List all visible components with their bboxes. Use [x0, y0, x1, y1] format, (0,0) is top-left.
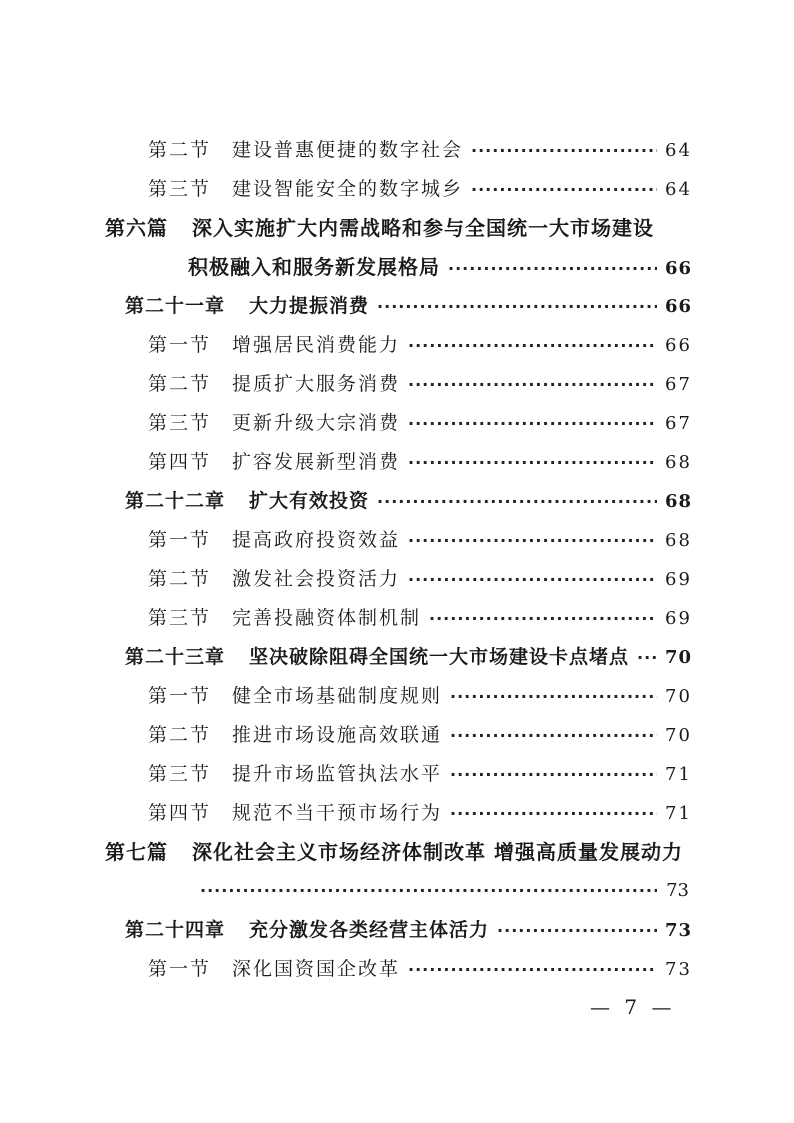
toc-entry-part-continued[interactable]	[200, 875, 689, 907]
page-number: 71	[665, 764, 692, 785]
page-number: 69	[665, 608, 692, 629]
section-title: 深化国资国企改革	[232, 958, 401, 980]
section-number: 第四节	[148, 802, 212, 824]
toc-entry-section[interactable]	[148, 797, 692, 829]
dot-leader	[408, 408, 657, 440]
toc-entry-section[interactable]	[148, 953, 692, 985]
page-number: 73	[665, 959, 692, 980]
toc-entry-section[interactable]	[148, 719, 692, 751]
chapter-number: 第二十一章	[125, 295, 226, 317]
part-title: 深入实施扩大内需战略和参与全国统一大市场建设	[192, 216, 654, 240]
page-number: 64	[665, 179, 692, 200]
toc-entry-section[interactable]	[148, 446, 692, 478]
page-number: 68	[665, 530, 692, 551]
section-number: 第三节	[148, 178, 212, 200]
toc-entry-section[interactable]	[148, 407, 692, 439]
dot-leader	[429, 603, 657, 635]
chapter-number: 第二十二章	[125, 490, 226, 512]
section-number: 第一节	[148, 685, 212, 707]
part-title-continued: 积极融入和服务新发展格局	[188, 255, 440, 279]
toc-entry-part[interactable]	[105, 212, 689, 244]
dot-leader	[448, 253, 657, 285]
page-number: 70	[665, 686, 692, 707]
page-number: 64	[665, 140, 692, 161]
dot-leader	[408, 564, 657, 596]
toc-entry-section[interactable]	[148, 134, 692, 166]
dot-leader	[408, 954, 657, 986]
toc-entry-section[interactable]	[148, 329, 692, 361]
toc-entry-section[interactable]	[148, 563, 692, 595]
page-number: 67	[665, 374, 692, 395]
chapter-title: 坚决破除阻碍全国统一大市场建设卡点堵点	[249, 646, 630, 668]
page-number: 73	[666, 880, 689, 901]
toc-entry-section[interactable]	[148, 524, 692, 556]
page-number: 70	[665, 647, 693, 668]
dot-leader	[497, 915, 657, 947]
dot-leader	[408, 447, 657, 479]
page-number: 70	[665, 725, 692, 746]
chapter-number: 第二十四章	[125, 919, 226, 941]
toc-entry-part-continued[interactable]	[188, 251, 693, 283]
toc-entry-section[interactable]	[148, 602, 692, 634]
section-title: 规范不当干预市场行为	[232, 802, 443, 824]
section-number: 第二节	[148, 568, 212, 590]
section-number: 第二节	[148, 373, 212, 395]
part-number: 第六篇	[105, 216, 168, 240]
toc-entry-chapter[interactable]	[125, 641, 693, 673]
page-number: 71	[665, 803, 692, 824]
page-number: 67	[665, 413, 692, 434]
part-number: 第七篇	[105, 840, 168, 864]
chapter-title: 大力提振消费	[249, 295, 370, 317]
dot-leader	[450, 798, 657, 830]
toc-entry-section[interactable]	[148, 680, 692, 712]
section-title: 建设智能安全的数字城乡	[232, 178, 464, 200]
toc-entry-section[interactable]	[148, 758, 692, 790]
section-title: 扩容发展新型消费	[232, 451, 401, 473]
chapter-number: 第二十三章	[125, 646, 226, 668]
toc-entry-chapter[interactable]	[125, 485, 693, 517]
section-number: 第三节	[148, 763, 212, 785]
dot-leader	[408, 330, 657, 362]
dot-leader	[471, 135, 657, 167]
section-title: 激发社会投资活力	[232, 568, 401, 590]
page-number: 69	[665, 569, 692, 590]
page-number: 66	[665, 258, 693, 279]
toc-entry-section[interactable]	[148, 368, 692, 400]
section-title: 提高政府投资效益	[232, 529, 401, 551]
footer-page-number: — 7 —	[590, 995, 676, 1019]
chapter-title: 扩大有效投资	[249, 490, 370, 512]
section-title: 健全市场基础制度规则	[232, 685, 443, 707]
toc-entry-chapter[interactable]	[125, 914, 693, 946]
toc-entry-section[interactable]	[148, 173, 692, 205]
dot-leader	[450, 759, 657, 791]
dot-leader	[408, 369, 657, 401]
section-title: 增强居民消费能力	[232, 334, 401, 356]
toc-entry-part[interactable]	[105, 836, 689, 868]
dot-leader	[200, 875, 657, 907]
dot-leader	[408, 525, 657, 557]
section-title: 建设普惠便捷的数字社会	[232, 139, 464, 161]
section-number: 第二节	[148, 139, 212, 161]
dot-leader	[637, 642, 657, 674]
section-title: 提质扩大服务消费	[232, 373, 401, 395]
page-number: 66	[665, 296, 693, 317]
section-number: 第三节	[148, 412, 212, 434]
page-number: 66	[665, 335, 692, 356]
section-number: 第一节	[148, 529, 212, 551]
dot-leader	[450, 681, 657, 713]
section-title: 推进市场设施高效联通	[232, 724, 443, 746]
section-number: 第四节	[148, 451, 212, 473]
section-title: 提升市场监管执法水平	[232, 763, 443, 785]
page-number: 68	[665, 452, 692, 473]
section-title: 完善投融资体制机制	[232, 607, 422, 629]
section-number: 第一节	[148, 334, 212, 356]
section-number: 第三节	[148, 607, 212, 629]
dot-leader	[471, 174, 657, 206]
dot-leader	[450, 720, 657, 752]
part-title: 深化社会主义市场经济体制改革 增强高质量发展动力	[192, 840, 683, 864]
dot-leader	[377, 486, 657, 518]
page-number: 73	[665, 920, 693, 941]
chapter-title: 充分激发各类经营主体活力	[249, 919, 490, 941]
dot-leader	[377, 291, 657, 323]
section-number: 第二节	[148, 724, 212, 746]
toc-entry-chapter[interactable]	[125, 290, 693, 322]
section-title: 更新升级大宗消费	[232, 412, 401, 434]
page-number: 68	[665, 491, 693, 512]
section-number: 第一节	[148, 958, 212, 980]
